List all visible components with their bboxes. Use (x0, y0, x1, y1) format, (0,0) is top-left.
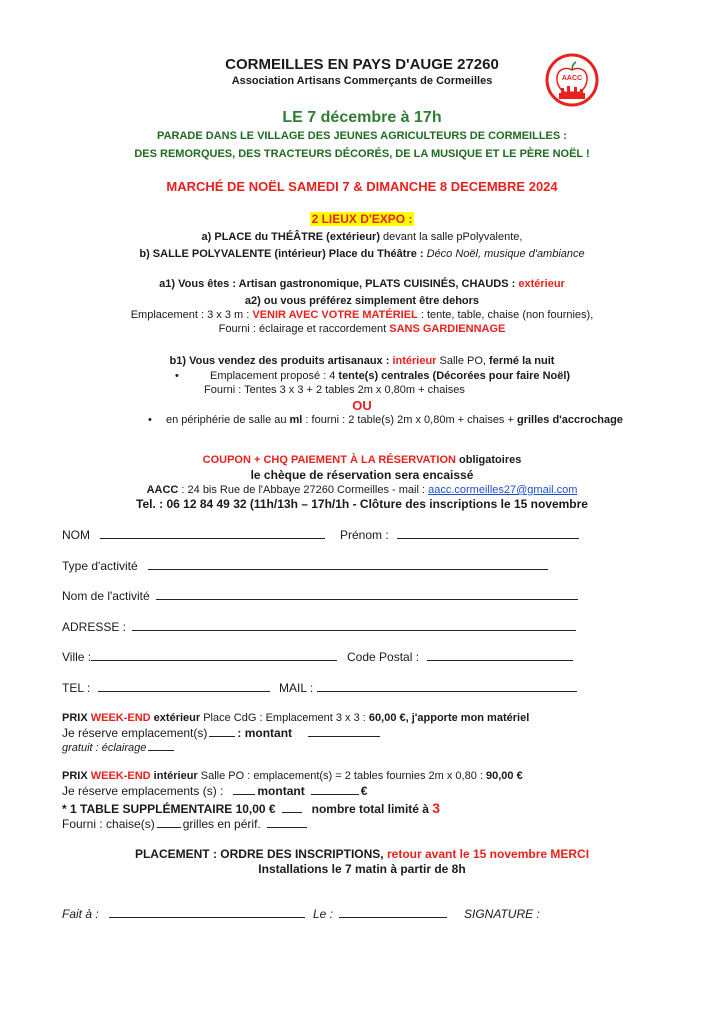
tel-field[interactable] (98, 690, 270, 692)
venir-materiel: VENIR AVEC VOTRE MATÉRIEL (252, 309, 418, 321)
code-postal-label: Code Postal : (347, 650, 420, 664)
b1-label: b1) Vous vendez des produits artisanaux : (169, 355, 390, 367)
b1-ferme: fermé la nuit (486, 355, 555, 367)
b1-interieur: intérieur (389, 355, 437, 367)
a1-exterieur: extérieur (515, 278, 565, 290)
ville-label: Ville : (62, 650, 92, 664)
p2-chaises-label: Fourni : chaise(s) (62, 817, 155, 831)
p1-exterieur: extérieur (150, 712, 201, 724)
p2-grilles-label: grilles en périf. (182, 817, 261, 831)
nom-activite-field[interactable] (156, 598, 578, 600)
cheque-notice: le chèque de réservation sera encaissé (250, 468, 474, 482)
place-theatre-label: a) PLACE du THÉÂTRE (extérieur) (201, 231, 380, 243)
adresse-label: ADRESSE : (62, 620, 127, 634)
coupon-title: COUPON + CHQ PAIEMENT À LA RÉSERVATION (202, 454, 456, 466)
code-postal-field[interactable] (427, 659, 573, 661)
p2-interieur: intérieur (150, 770, 198, 782)
p2-limit-number: 3 (432, 800, 441, 816)
p2-reserve-field[interactable] (233, 793, 255, 795)
placement-label: PLACEMENT : ORDRE DES INSCRIPTIONS, (134, 847, 384, 861)
p2-reserve-label: Je réserve emplacements (s) : (62, 784, 224, 798)
p1-reserve-field[interactable] (209, 735, 235, 737)
emplacement-detail: : tente, table, chaise (non fournies), (417, 309, 594, 321)
page-subtitle: Association Artisans Commerçants de Cormeilles (231, 75, 493, 87)
p1-place: Place CdG : Emplacement 3 x 3 : (200, 712, 369, 724)
bullet-1-fourni: Fourni : Tentes 3 x 3 + 2 tables 2m x 0,80m + chaises (204, 384, 465, 396)
p2-weekend: WEEK-END (90, 770, 151, 782)
p2-montant-label: montant (257, 784, 305, 798)
parade-line-2: DES REMORQUES, DES TRACTEURS DÉCORÉS, DE LA MUSIQUE ET LE PÈRE NOËL ! (134, 148, 590, 160)
signature-label: SIGNATURE : (464, 907, 540, 921)
a2-label: a2) ou vous préférez simplement être dehors (244, 295, 480, 307)
p1-reserve-label: Je réserve emplacement(s) (62, 726, 208, 740)
p2-table-field[interactable] (282, 811, 302, 813)
installations-note: Installations le 7 matin à partir de 8h (258, 862, 466, 876)
mail-label: MAIL : (279, 681, 314, 695)
p1-montant-field[interactable] (308, 735, 380, 737)
tel-label: TEL : (62, 681, 91, 695)
p2-limit-label: nombre total limité à (311, 802, 433, 816)
placement-deadline: retour avant le 15 novembre MERCI (383, 847, 590, 861)
bullet-1-tentes: tente(s) centrales (Décorées pour faire Noël) (338, 370, 571, 382)
salle-polyvalente-detail: Déco Noël, musique d'ambiance (423, 248, 585, 260)
a1-label: a1) Vous êtes : Artisan gastronomique, PLATS CUISINÉS, CHAUDS : (159, 278, 516, 290)
bullet-1-text: Emplacement proposé : 4 (210, 370, 339, 382)
nom-label: NOM (62, 528, 90, 542)
bullet-1: • (175, 370, 179, 382)
le-label: Le : (313, 907, 334, 921)
address-org: AACC (146, 484, 179, 496)
fait-a-label: Fait à : (62, 907, 99, 921)
b1-salle: Salle PO, (436, 355, 486, 367)
address-text: : 24 bis Rue de l'Abbaye 27260 Cormeilles - mail : (178, 484, 429, 496)
emplacement-text: Emplacement : 3 x 3 m : (130, 309, 253, 321)
page-title: CORMEILLES EN PAYS D'AUGE 27260 (225, 56, 499, 73)
salle-polyvalente-label: b) SALLE POLYVALENTE (intérieur) Place du Théâtre : (139, 248, 424, 260)
p2-salle: Salle PO : emplacement(s) = 2 tables fournies 2m x 0,80 : (197, 770, 486, 782)
nom-field[interactable] (100, 537, 325, 539)
bullet-2-fourni: : fourni : 2 table(s) 2m x 0,80m + chaises + (302, 414, 517, 426)
adresse-field[interactable] (132, 629, 576, 631)
coupon-obligatoires: obligatoires (455, 454, 522, 466)
prenom-field[interactable] (397, 537, 579, 539)
p2-chaises-field[interactable] (157, 826, 181, 828)
date-field[interactable] (339, 916, 447, 918)
p2-euro: € (360, 784, 368, 798)
p2-table-supp: * 1 TABLE SUPPLÉMENTAIRE 10,00 € (62, 802, 276, 816)
fourni-text: Fourni : éclairage et raccordement (218, 323, 390, 335)
mail-field[interactable] (317, 690, 577, 692)
telephone-line: Tel. : 06 12 84 49 32 (11h/13h – 17h/1h - Clôture des inscriptions le 15 novembre (136, 497, 588, 511)
email-link[interactable]: aacc.cormeilles27@gmail.com (428, 484, 578, 496)
sans-gardiennage: SANS GARDIENNAGE (389, 323, 506, 335)
aacc-logo (545, 53, 599, 107)
ville-field[interactable] (91, 659, 337, 661)
p1-gratuit-label: gratuit : éclairage (62, 742, 147, 754)
p1-prix: PRIX (62, 712, 91, 724)
type-activite-field[interactable] (148, 568, 548, 570)
logo-label: AACC (561, 75, 583, 82)
parade-line-1: PARADE DANS LE VILLAGE DES JEUNES AGRICULTEURS DE CORMEILLES : (157, 130, 567, 142)
p1-gratuit-field[interactable] (148, 749, 174, 751)
bullet-2-text: en périphérie de salle au (166, 414, 290, 426)
market-title: MARCHÉ DE NOËL SAMEDI 7 & DIMANCHE 8 DECEMBRE 2024 (166, 179, 558, 194)
nom-activite-label: Nom de l'activité (62, 589, 150, 603)
ou-separator: OU (352, 398, 372, 413)
type-activite-label: Type d'activité (62, 559, 138, 573)
expo-title: 2 LIEUX D'EXPO : (311, 212, 413, 226)
prenom-label: Prénom : (340, 528, 389, 542)
p2-grilles-field[interactable] (267, 826, 307, 828)
p2-amount: 90,00 € (485, 770, 523, 782)
place-theatre-detail: devant la salle pPolyvalente, (379, 231, 523, 243)
bullet-2-ml: ml (289, 414, 303, 426)
bullet-2-grilles: grilles d'accrochage (516, 414, 623, 426)
p1-montant-label: : montant (237, 726, 293, 740)
p1-amount: 60,00 €, j'apporte mon matériel (368, 712, 530, 724)
p2-prix: PRIX (62, 770, 91, 782)
p1-weekend: WEEK-END (90, 712, 151, 724)
event-date: LE 7 décembre à 17h (282, 109, 442, 126)
fait-a-field[interactable] (109, 916, 305, 918)
bullet-2: • (148, 414, 152, 426)
p2-montant-field[interactable] (311, 793, 359, 795)
